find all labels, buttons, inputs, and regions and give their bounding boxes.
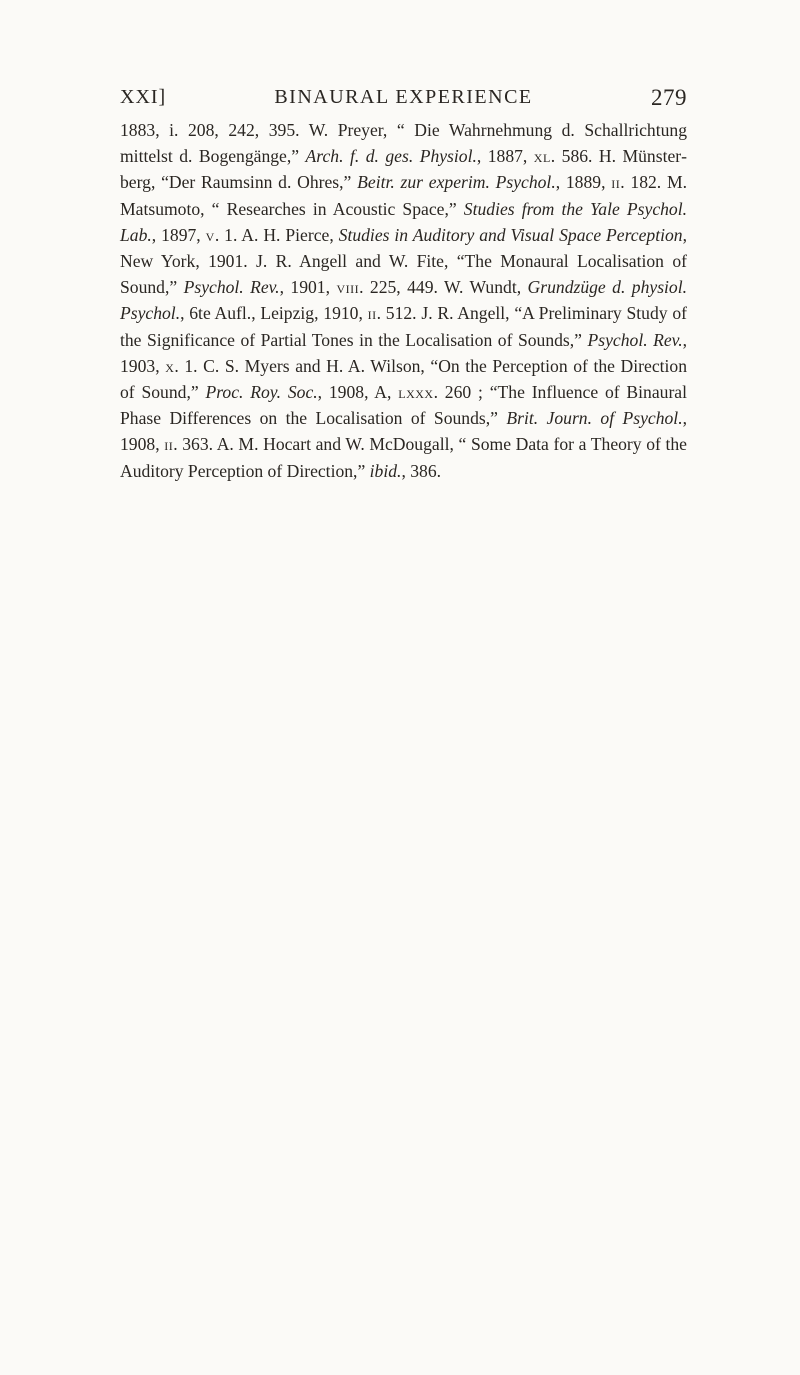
reference-text: , 1908, A, [317,382,399,403]
volume-number: v [205,224,215,245]
reference-text: , 1887, [476,146,534,167]
volume-number: lxxx [398,382,434,403]
reference-text: , 1901, [279,277,337,298]
italic-title: Psychol. Rev. [183,277,280,298]
italic-title: Studies from the Yale Psychol. Lab. [120,198,688,245]
volume-number: xl [533,146,551,167]
volume-number: viii [336,277,360,298]
volume-number: ii [611,172,621,193]
reference-text: 1883, i. 208, 242, 395. W. Preyer, “ Die Wahrnehmung d. Schallrichtung mittelst d. Bogengänge,” [120,120,687,167]
italic-title: Beitr. zur experim. Psychol. [357,172,556,193]
running-head [120,86,687,116]
italic-title: ibid. [369,460,402,481]
reference-text: . 512. J. R. Angell, “A Preliminary Study of the Significance of Partial Tones in the Localisation of Sounds,” [120,303,687,350]
reference-text: , New York, 1901. J. R. Angell and W. Fite, “The Monaural Localisation of Sound,” [120,224,687,298]
reference-text: . 363. A. M. Hocart and W. McDougall, “ Some Data for a Theory of the Auditory Perception of Direction,” [120,434,687,481]
reference-text: , 1897, [151,224,206,245]
italic-title: Grundzüge d. physiol. Psychol. [120,277,688,324]
reference-text: . 225, 449. W. Wundt, [359,277,528,298]
italic-title: Proc. Roy. Soc. [205,382,318,403]
reference-text: , 6te Aufl., Leipzig, 1910, [180,303,368,324]
italic-title: Studies in Auditory and Visual Space Perception [338,224,683,245]
reference-text: , 1908, [120,408,687,455]
reference-text: . 182. M. Matsumoto, “ Researches in Acoustic Space,” [120,172,688,219]
reference-text: , 1903, [120,329,687,376]
italic-title: Arch. f. d. ges. Physiol. [305,146,477,167]
reference-text: . 586. H. Münsterberg, “Der Raumsinn d. Ohres,” [120,146,687,193]
italic-title: Brit. Journ. of Psychol. [506,408,683,429]
italic-title: Psychol. Rev. [587,329,683,350]
reference-text: . 1. A. H. Pierce, [214,224,339,245]
chapter-number: XXI] [120,86,167,108]
volume-number: x [165,355,175,376]
volume-number: ii [164,434,174,455]
reference-text: . 260 ; “The Influence of Binaural Phase Differences on the Localisation of Sounds,” [120,382,687,429]
bibliography-paragraph [120,117,687,484]
running-title: BINAURAL EXPERIENCE [274,86,533,108]
volume-number: ii [367,303,377,324]
reference-text: , 386. [401,460,442,481]
reference-text: . 1. C. S. Myers and H. A. Wilson, “On the Perception of the Direction of Sound,” [120,355,688,403]
reference-text: , 1889, [555,172,612,193]
page-number: 279 [651,85,687,110]
